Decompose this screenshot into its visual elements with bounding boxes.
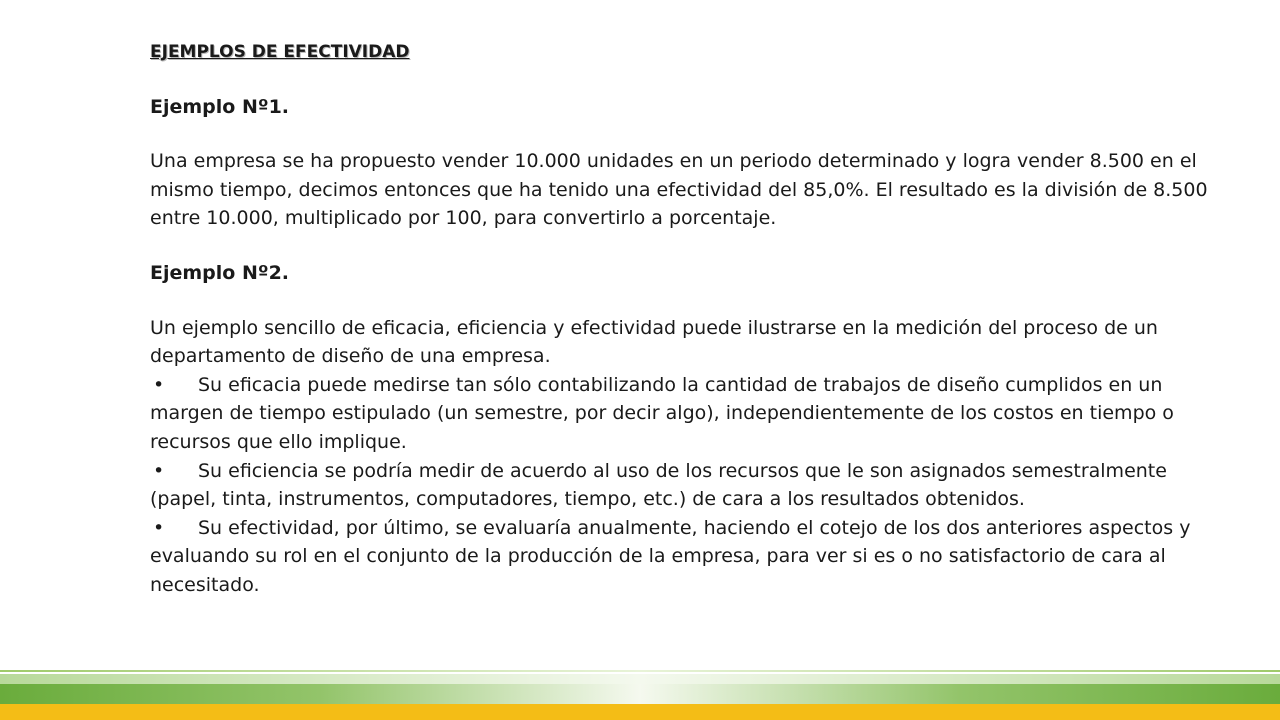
footer-band-light: [0, 674, 1280, 684]
list-item: [150, 371, 1220, 457]
example-2-intro: Un ejemplo sencillo de eficacia, eficiencia y efectividad puede ilustrarse en la medición del proceso de un departamento de diseño de una empresa.: [150, 316, 1158, 368]
example-1-title: Ejemplo Nº1.: [150, 95, 290, 118]
footer-band-yellow: [0, 704, 1280, 720]
slide-heading: EJEMPLOS DE EFECTIVIDAD: [150, 42, 410, 62]
example-2-title: Ejemplo Nº2.: [150, 261, 290, 284]
slide-content: [150, 38, 1220, 600]
bullet-icon: •: [153, 373, 165, 396]
footer-band-green: [0, 684, 1280, 704]
list-item-text: Su eficiencia se podría medir de acuerdo al uso de los recursos que le son asignados semestralmente (papel, tinta, instrumentos, computadores, tiempo, etc.) de cara a los resultados obtenidos.: [150, 459, 1167, 511]
list-item-text: Su eficacia puede medirse tan sólo contabilizando la cantidad de trabajos de diseño cumplidos en un margen de tiempo estipulado (un semestre, por decir algo), independientemente de los costos en tiempo o recursos que ello implique.: [150, 373, 1174, 453]
list-item: [150, 514, 1220, 600]
example-1-text: Una empresa se ha propuesto vender 10.000 unidades en un periodo determinado y logra vender 8.500 en el mismo tiempo, decimos entonces que ha tenido una efectividad del 85,0%. El resultado es la división de 8.500 entre 10.000, multiplicado por 100, para convertirlo a porcentaje.: [150, 150, 1208, 230]
bullet-icon: •: [153, 459, 165, 482]
list-item-text: Su efectividad, por último, se evaluaría anualmente, haciendo el cotejo de los dos anteriores aspectos y evaluando su rol en el conjunto de la producción de la empresa, para ver si es o no satisfactorio de cara al necesitado.: [150, 516, 1191, 596]
list-item: [150, 457, 1220, 514]
bullet-icon: •: [153, 516, 165, 539]
footer-divider-line: [0, 670, 1280, 672]
